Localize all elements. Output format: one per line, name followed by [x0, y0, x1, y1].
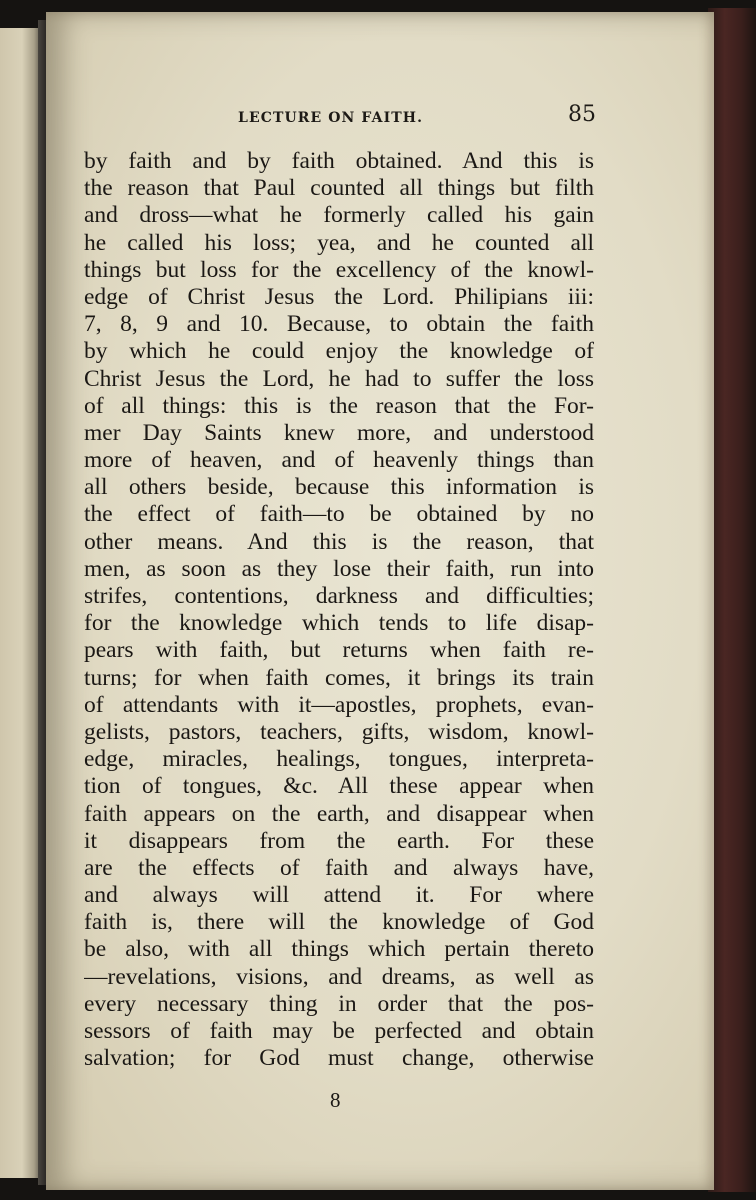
page-header: [86, 100, 596, 134]
text-line: edge, miracles, healings, tongues, interpreta-: [84, 746, 594, 773]
text-line: by which he could enjoy the knowledge of: [84, 338, 594, 365]
previous-page-edge: [0, 28, 40, 1178]
text-line: edge of Christ Jesus the Lord. Philipians iii:: [84, 283, 594, 310]
cover-board-edge: [708, 8, 756, 1192]
text-line: other means. And this is the reason, that: [84, 528, 594, 555]
text-line: of attendants with it—apostles, prophets, evan-: [84, 691, 594, 718]
text-line: and dross—what he formerly called his gain: [84, 202, 594, 229]
text-line: all others beside, because this information is: [84, 474, 594, 501]
text-line: are the effects of faith and always have,: [84, 854, 594, 881]
body-text: [84, 148, 594, 1072]
text-line: faith appears on the earth, and disappear when: [84, 800, 594, 827]
text-line: 7, 8, 9 and 10. Because, to obtain the faith: [84, 311, 594, 338]
text-line: and always will attend it. For where: [84, 882, 594, 909]
text-line: turns; for when faith comes, it brings its train: [84, 664, 594, 691]
signature-mark: 8: [330, 1088, 341, 1112]
text-line: salvation; for God must change, otherwise: [84, 1045, 594, 1072]
text-line: he called his loss; yea, and he counted all: [84, 229, 594, 256]
text-line: every necessary thing in order that the pos-: [84, 990, 594, 1017]
text-line: tion of tongues, &c. All these appear when: [84, 773, 594, 800]
text-line: the effect of faith—to be obtained by no: [84, 501, 594, 528]
text-line: it disappears from the earth. For these: [84, 827, 594, 854]
text-line: —revelations, visions, and dreams, as well as: [84, 963, 594, 990]
text-line: be also, with all things which pertain thereto: [84, 936, 594, 963]
text-line: of all things: this is the reason that the For-: [84, 392, 594, 419]
text-line: men, as soon as they lose their faith, run into: [84, 555, 594, 582]
text-line: things but loss for the excellency of the knowl-: [84, 256, 594, 283]
text-line: Christ Jesus the Lord, he had to suffer the loss: [84, 365, 594, 392]
text-line: gelists, pastors, teachers, gifts, wisdom, knowl-: [84, 718, 594, 745]
text-line: sessors of faith may be perfected and obtain: [84, 1018, 594, 1044]
text-line: faith is, there will the knowledge of God: [84, 909, 594, 936]
text-line: more of heaven, and of heavenly things than: [84, 447, 594, 474]
page-number: 85: [568, 102, 596, 127]
text-line: strifes, contentions, darkness and difficulties;: [84, 583, 594, 609]
text-line: mer Day Saints knew more, and understood: [84, 419, 594, 446]
text-line: the reason that Paul counted all things but filth: [84, 175, 594, 202]
text-line: by faith and by faith obtained. And this is: [84, 148, 594, 174]
text-line: for the knowledge which tends to life disap-: [84, 610, 594, 637]
text-line: pears with faith, but returns when faith re-: [84, 637, 594, 664]
running-head: LECTURE ON FAITH.: [238, 110, 424, 126]
